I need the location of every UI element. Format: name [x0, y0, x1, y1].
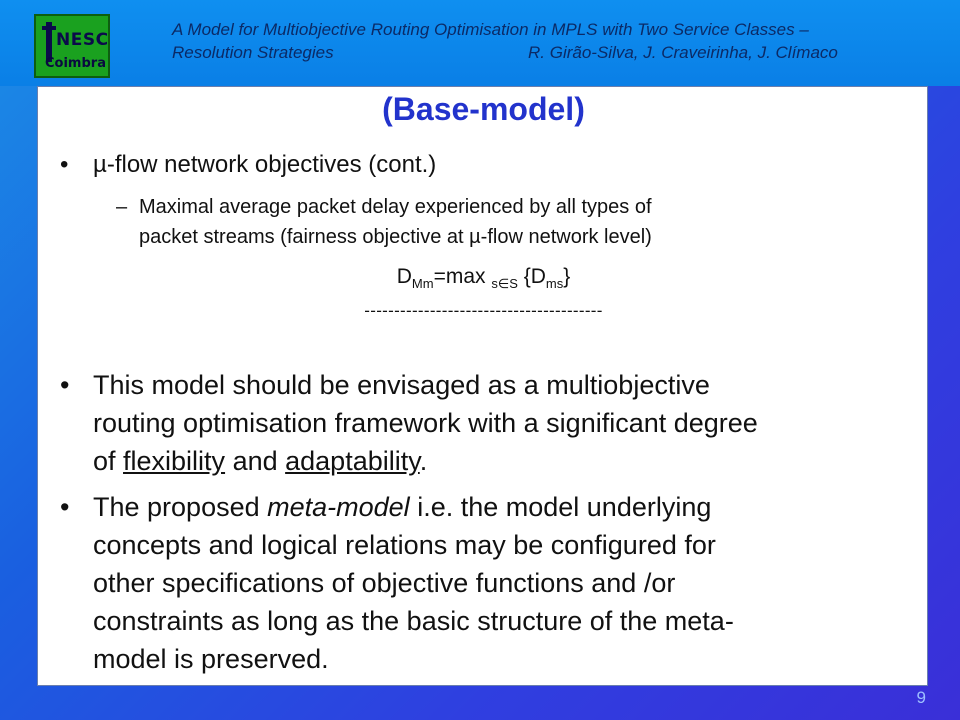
meta-model-term: meta-model — [267, 492, 410, 522]
formula-sub-set: s∈S — [491, 276, 518, 292]
formula-sub-mm: Mm — [411, 276, 434, 292]
flexibility-term: flexibility — [123, 446, 226, 476]
para-line: routing optimisation framework with a significant degree — [93, 408, 758, 438]
formula-brace-open: {D — [517, 265, 546, 288]
para-line: model is preserved. — [93, 644, 329, 674]
formula — [38, 265, 929, 292]
presentation-title — [172, 18, 892, 64]
bullet-marker: • — [60, 370, 70, 400]
formula-sub-ms: ms — [545, 276, 564, 292]
page-number: 9 — [916, 688, 926, 707]
inesc-logo — [34, 14, 110, 78]
separator-line: ---------------------------------------- — [364, 301, 603, 320]
formula-max: =max — [433, 265, 492, 288]
sub-text-line: Maximal average packet delay experienced by all types of — [139, 196, 652, 218]
para-line: This model should be envisaged as a multiobjective — [93, 370, 710, 400]
logo-text-nesc: NESC — [56, 30, 109, 50]
logo-text-coimbra: Coimbra — [45, 56, 106, 71]
para-line: of flexibility and adaptability. — [93, 446, 428, 476]
formula-brace-close: } — [563, 265, 571, 288]
dash-marker: – — [116, 196, 128, 218]
title-line-2: Resolution Strategies — [172, 43, 334, 62]
authors: R. Girão-Silva, J. Craveirinha, J. Clímaco — [528, 43, 838, 62]
bullet-marker: • — [60, 151, 69, 178]
formula-d: D — [396, 265, 412, 288]
para-line: The proposed meta-model i.e. the model underlying — [93, 492, 712, 522]
bullet-marker: • — [60, 492, 70, 522]
content-panel — [37, 86, 928, 686]
bullet-text: µ-flow network objectives (cont.) — [93, 151, 437, 178]
sub-text-line: packet streams (fairness objective at µ-flow network level) — [139, 226, 652, 248]
para-line: other specifications of objective functions and /or — [93, 568, 676, 598]
title-line-1: A Model for Multiobjective Routing Optimisation in MPLS with Two Service Classes – — [172, 20, 809, 39]
slide-title: (Base-model) — [382, 91, 585, 127]
adaptability-term: adaptability — [285, 446, 420, 476]
para-line: concepts and logical relations may be configured for — [93, 530, 716, 560]
para-line: constraints as long as the basic structure of the meta- — [93, 606, 734, 636]
